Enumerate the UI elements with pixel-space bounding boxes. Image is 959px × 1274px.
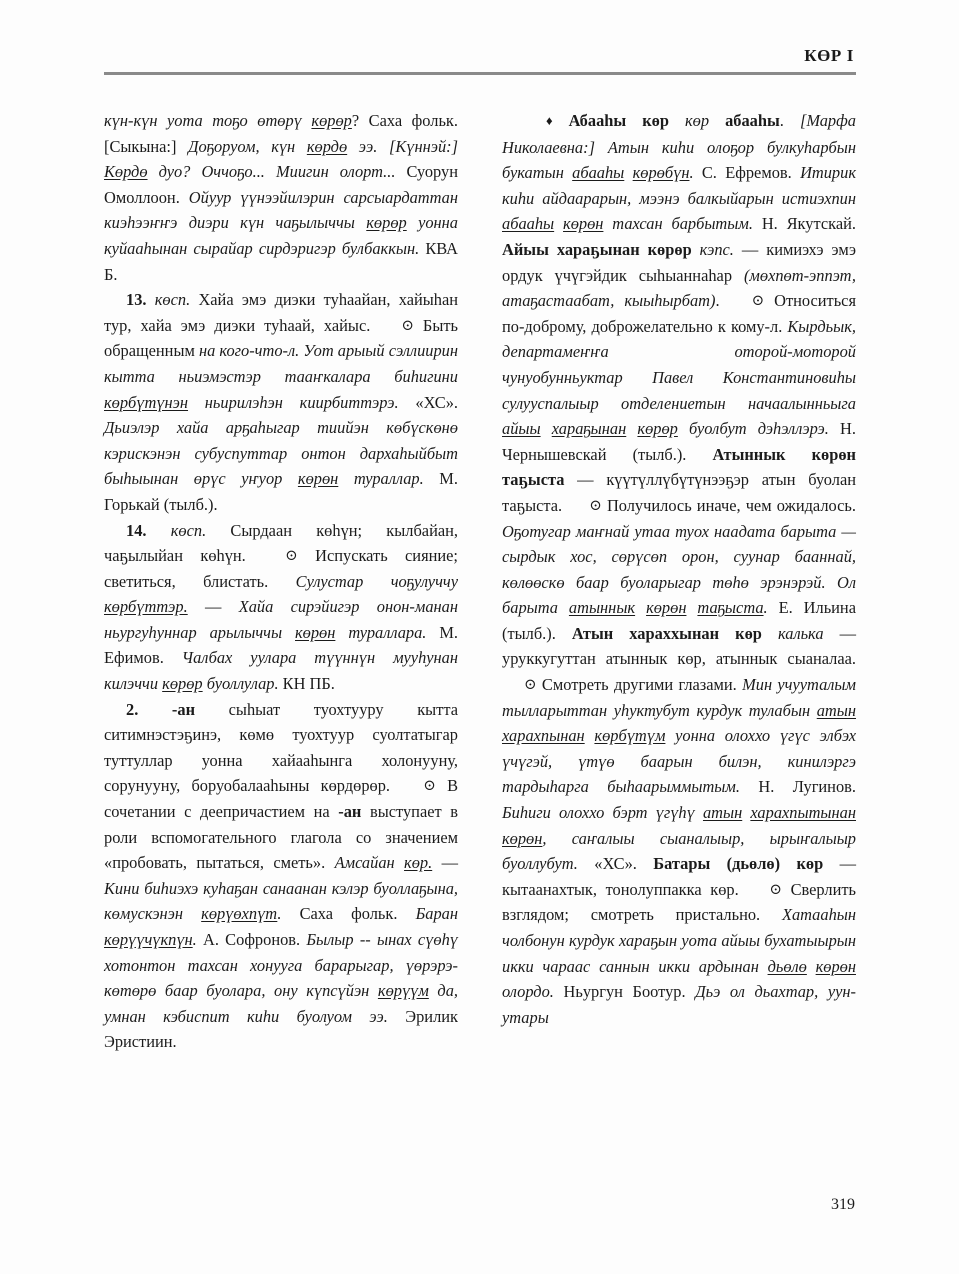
phrase-aiyy-pos: кэпс. [699,239,734,259]
page-header [104,46,856,75]
sense-entry-2 [104,697,458,1055]
phrase-atyn-kharakh-example-1-keyword-2: харахпынан [502,726,585,746]
phrase-atynnyk-example-1-keyword-2: көрөн [646,598,687,618]
entry-2-example-3-keyword: көрүүм [377,981,429,1001]
sense-entry-14 [104,518,458,697]
phrase-batary-example-1: Хатааһын чолбонун курдук хараҕын уота айыы бухатыырын икки чараас саннын икки ардынан [502,905,856,976]
phrase-atynnyk-example-1-keyword-1: атыннык [568,598,636,618]
cont-text-c: Доҕоруом, күн [188,136,307,156]
cont-source-b: КВА Б. [104,238,458,284]
phrase-abaahy-crossref-italic: көр [685,111,710,130]
phrase-atynnyk-example-1-keyword-3: таҕыста [697,598,764,618]
cont-text-e: дуо? Оччоҕо... Миигин олорт... [147,162,396,182]
entry-2-example-1-tail: . [277,904,282,924]
entry-2-rus-affix: -ан [338,802,362,822]
phrase-aiyy-headword: Айыы хараҕынан көрөр [502,239,692,259]
sense-marker-icon: ⊙ [401,317,414,334]
phrase-atynnyk-example-1: Оҕотугар маҥнай утаа туох наадата барыта — сырдык хос, сөрүсөп орон, суунар бааннай, көлөөскө баар буоларыгар төһө эрэнэрэй. Ол барыта [502,521,856,618]
phrase-atyn-kharakh-example-1: Мин учууталым тылларыттан уһуктубут курдук тулабын [502,675,856,720]
cont-text-b: ? Саха фольк. [Сыкына:] [104,111,458,156]
phrase-atynnyk-sakha-definition: күүтүллүбүтүнээҕэр атын буолан таҕыста. [502,470,856,515]
entry-2-example-1-keyword: көр. [404,853,433,873]
phrase-atynnyk-dash: — [564,470,607,490]
sense-marker-icon: ⊙ [285,548,298,565]
sense-entry-13 [104,287,458,517]
sense-marker-icon: ⊙ [524,677,537,694]
phrase-aiyy-example-1-source: Н. Чернышевскай (тылб.). [502,419,856,464]
phrase-batary-example-1-keyword-1: дьөлө [767,956,807,976]
phrase-atynnyk-example-1-source: Е. Ильина (тылб.). [502,598,856,643]
header-rule [104,72,856,75]
entry-2-example-2-tail: . [192,930,197,949]
entry-2-example-3-source: Эрилик Эристиин. [104,1006,458,1052]
phrase-atyn-kharakh-example-2-keyword-2: харахпытынан [750,803,856,823]
sense-13-sakha-definition: Хайа эмэ диэки туһаайан, хайыһан тур, хайа эмэ диэки туһаай, хайыс. [104,290,458,335]
phrase-atyn-kharakh-example-2: Биһиги олоххо бэрт үгүһү [502,803,703,823]
sense-13-example-1-keyword: көрбүтүнэн [104,392,189,412]
entry-2-example-1-source: Саха фольк. [281,904,416,924]
sense-14-example-1-source: М. Ефимов. [104,622,458,668]
phrase-abaahy-example-2-keyword-1: абааһы [502,214,555,234]
sense-14-example-2-source: КН ПБ. [278,674,335,694]
phrase-atyn-kharakh-example-1-source: Н. Лугинов. [739,777,856,797]
entry-2-headword: -ан [171,699,196,719]
phrase-abaahy-example-1-speaker: [Марфа Николаевна:] [502,111,856,157]
cont-keyword-c: Көрдө [104,162,148,182]
phrase-aiyy-dash: — [733,239,767,259]
entry-2-example-1-cont: Кини биһиэхэ куһаҕан санаанан кэлэр буоллаҕына, көмускэнэн [104,878,458,924]
phrase-aiyy-sakha-parenthetical: (мөхпөт-эппэт, атаҕастаабат, кыыһырбат) [502,265,856,311]
sense-marker-icon: ⊙ [589,497,602,514]
phrase-batary-example-1-source: Ньургун Боотур. [553,982,696,1002]
phrase-batary-sakha-definition: кытаанахтык, тонолуппакка көр. [502,879,739,899]
entry-2-example-2: Баран [415,904,458,924]
sense-13-rus-definition-italic: на кого-что-л. [198,341,300,361]
phrase-abaahy-example-1-source: С. Ефремов. [693,163,801,183]
phrase-atyn-kharakh-example-2-keyword-3: көрөн [502,828,543,848]
phrase-abaahy-example-2-tail: тахсан барбытым. [603,214,753,234]
page-columns [104,108,856,1168]
phrase-atyn-kharakh-example-1-keyword-1: атын [816,700,856,720]
cont-text-a: күн-күн уота тоҕо өтөрү [104,111,312,130]
phrase-aiyy-example-1-keyword-2: хараҕынан [551,419,627,439]
phrase-atyn-kharakh-example-2-keyword-1: атын [702,803,743,823]
entry-2-example-3: Былыр -- ынах сүөһү хотонтон тахсан хонууга барарыгар, үөрэрэ-көтөрө баар буолара, ону күпсүйэн [104,930,458,1001]
entry-2-example-2-source: А. Софронов. [196,930,307,949]
entry-2-example-1-keyword-2: көрүөхпүт [201,904,278,924]
sense-13-example-2-tail: тураллар. [338,469,424,489]
sense-marker-icon: ⊙ [769,881,782,898]
phrase-batary-example-2: Дьэ ол дьахтар, уун-утары [502,982,856,1027]
sense-marker-icon: ⊙ [751,293,765,310]
sense-14-pos: көсп. [170,520,207,540]
right-column [502,108,856,1168]
phrase-aiyy-example-1-keyword-1: айыы [502,419,541,439]
entry-2-rus-definition-b: выступает в роли вспомогательного глагола со значением «пробовать, пытаться, сметь». [104,802,458,873]
phrase-aiyy-sakha-tail: . [715,291,720,311]
phrase-marker-icon: ♦ [546,113,553,128]
left-column [104,108,458,1168]
continuation-paragraph [104,108,458,287]
phrase-abaahy-example-2-keyword-2: көрөн [563,214,604,234]
sense-14-example-2: Чалбах уулара түүннүн мууһунан килэччи [104,648,459,694]
entry-2-example-1: Амсайан [334,853,405,873]
cont-keyword-a: көрөр [311,111,352,130]
phrase-abaahy-example-1: Атын киһи олоҕор булкуһарбын букатын [502,137,856,183]
phrase-abaahy-crossref-tail: . [779,111,784,130]
sense-14-example-1-dash: — [187,597,239,617]
entry-2-rus-definition-a: В сочетании с деепричастием на [104,776,458,822]
phrase-aiyy-example-1-keyword-3: көрөр [637,419,678,439]
phrase-atynnyk-example-1-tail: . [763,598,768,618]
phrase-aiyy-rus-definition: Относиться по-доброму, доброжелательно к кому-л. [502,291,856,336]
sense-14-number: 14. [126,520,147,540]
sense-14-example-2-keyword: көрөр [162,674,203,694]
entry-2-number: 2. [126,699,139,719]
sense-13-rus-definition: Быть обращенным [104,315,458,361]
sense-14-rus-definition: Испускать сияние; светиться, блистать. [104,546,458,591]
phrase-batary-example-1-tail: олордо. [502,982,554,1002]
cont-keyword-d: көрөр [366,213,407,233]
sense-14-example-1: Сулустар чоҕулуччу [295,571,458,591]
phrase-atynnyk-rus-definition: Получилось иначе, чем ожидалось. [606,495,856,515]
phrase-atyn-kharakh-example-2-tail: , саҥалыы сыаналыыр, ырыҥалыыр буоллубут. [502,828,856,874]
sense-14-example-1-cont: Хайа сирэйигэр онон-манан ньургуһуннар арылыччы [104,597,458,642]
sense-13-example-1-source: «ХС». [398,392,459,412]
phrase-aiyy-example-1: Кырдьык, департамеҥҥа оторой-моторой чунуобунньуктар Павел Константиновиһы сулууспалыыр отделениетын начаалынньыга [502,316,856,413]
sense-14-example-1-keyword: көрбүттэр. [104,597,188,617]
phrase-abaahy-example-1-keyword-2: көрөбүн [632,163,690,183]
phrase-atyn-kharakh-sakha-definition: уруккугуттан атыннык көр, атыннык сыаналаа. [502,649,856,669]
phrase-abaahy-example-2-source: Н. Якутскай. [752,214,856,234]
phrase-atyn-kharakh-headword: Атын хараххынан көр [571,623,762,643]
cont-source-a: Суорун Омоллоон. [104,162,458,207]
phrase-batary-dash: — [823,854,856,874]
sense-13-example-1: Уот арыый сэллиирин кытта ньиэмэстэр тааҥкалара биһигини [104,341,458,386]
phrase-abaahy-crossref-bold: абааһы [725,111,780,130]
phrase-atynnyk-headword: Атыннык көрөн таҕыста [502,444,856,490]
entry-2-example-1-dash: — [432,853,458,873]
sense-14-example-2-tail: буоллулар. [202,674,279,694]
running-title: КӨР I [804,46,854,65]
page-number: 319 [831,1196,855,1213]
phrase-atyn-kharakh-example-1-tail: уонна олоххо үгүс элбэх үчүгэй, үтүө баарын билэн, кинилэргэ тардыһарга быһаарыммытым. [502,726,856,797]
phrase-atyn-kharakh-example-2-source: «ХС». [577,854,637,874]
cont-keyword-b: көрдө [306,136,348,156]
entry-2-sakha-definition: сыһыат туохтууру кытта ситимнэстэҕинэ, көмө туохтуур суолтатыгар туттуллар уонна хайааһынга холонууну, сорунууну, боруобалааһыны көрдөрөр. [104,699,458,796]
sense-13-example-2: Дьиэлэр хайа арҕаһыгар тиийэн көбүскөнө кэрискэнэн субуспуттар онтон дархаһыйбыт быһыынан өрүс уҥуор [104,418,458,489]
entry-2-example-2-keyword: көрүүчүкпүн [104,930,193,949]
sense-13-pos: көсп. [154,290,191,310]
phrase-abaahy-example-1-tail: . [689,163,694,183]
phrase-aiyy-example-1-tail: буолбут дэһэллэрэ. [677,419,829,439]
sense-14-sakha-definition: Сырдаан көһүн; кылбайан, чаҕылыйан көһүн. [104,520,458,566]
cont-text-h: уонна куйааһынан сырайар сирдэригэр булбаккын. [104,213,459,258]
phrase-atyn-kharakh-example-1-keyword-3: көрбүтүм [594,726,666,746]
phrase-batary-rus-definition: Сверлить взглядом; смотреть пристально. [502,879,856,925]
phrase-batary-headword: Батары (дьөлө) көр [653,854,824,874]
cont-text-g: Ойуур үүнээйилэрин сарсыардаттан киэһээҥҥэ диэри күн чаҕылыччы [104,187,459,233]
sense-14-example-1-tail: тураллара. [335,622,427,642]
phrase-abaahy-example-1-keyword-1: абааһы [572,163,625,183]
sense-13-example-1-tail: ньирилэһэн киирбиттэрэ. [188,392,399,412]
entry-2-example-3-tail: да, умнан кэбиспит киһи буолуом ээ. [104,981,459,1026]
phrase-batary-example-1-keyword-2: көрөн [815,956,856,976]
phrase-atyn-kharakh-rus-definition: Смотреть другими глазами. [541,675,737,695]
cont-text-d: ээ. [Күннэй:] [347,136,458,156]
phrase-atyn-kharakh-dash: — [823,623,856,643]
sense-13-number: 13. [126,290,147,310]
phrase-aiyy-sakha-definition: кимиэхэ эмэ ордук үчүгэйдик сыһыаннаһар [502,239,856,285]
phrase-abaahy-headword: Абааһы көр [568,111,669,130]
phrase-abaahy-example-2: Итирик киһи айдаарарын, мээнэ балкыйарын истиэхпин [502,163,856,208]
sense-14-example-1-keyword-2: көрөн [295,622,336,642]
phrase-atyn-kharakh-pos: калька [778,623,824,643]
sense-13-example-2-keyword: көрөн [297,469,339,489]
sense-marker-icon: ⊙ [423,778,436,795]
phrase-entry-abaahy [502,108,856,1030]
sense-13-example-2-source: М. Горькай (тылб.). [104,469,458,514]
